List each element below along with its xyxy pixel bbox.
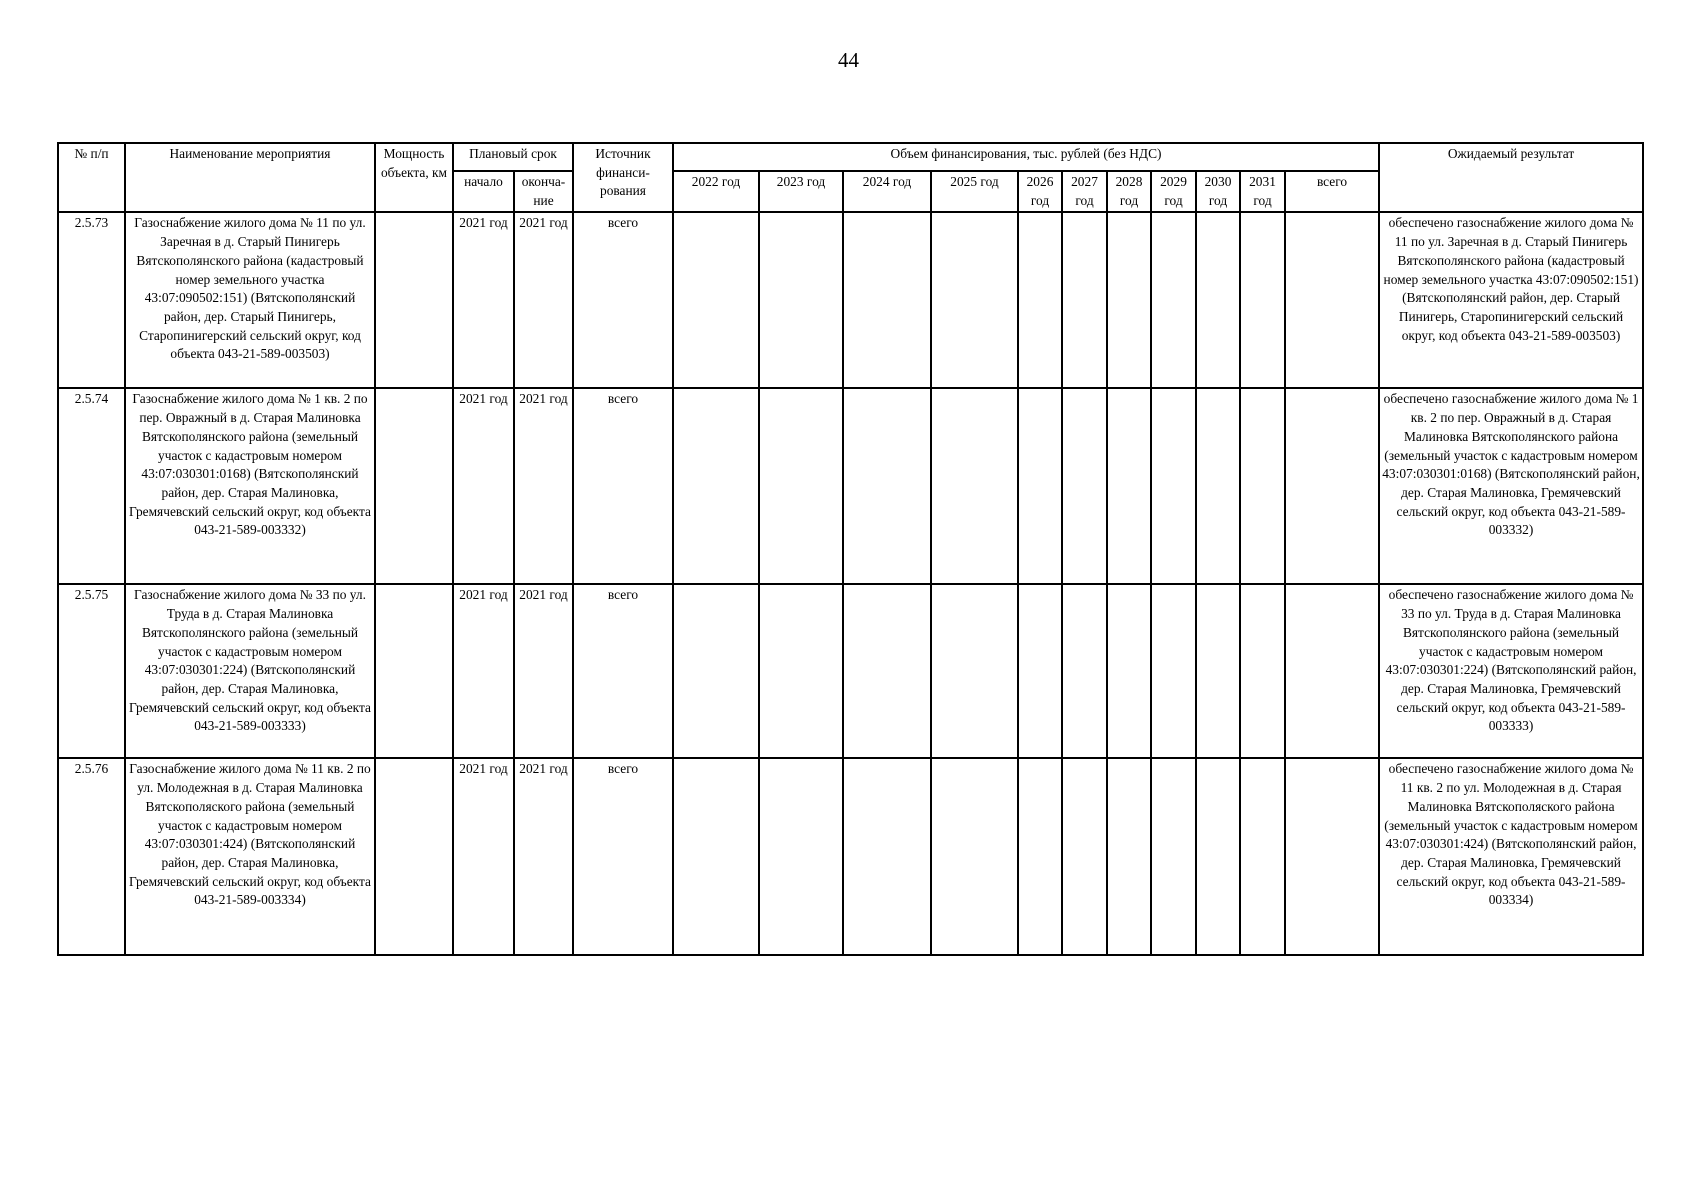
- row-result: обеспечено газоснабжение жилого дома № 11 кв. 2 по ул. Молодежная в д. Старая Малиновка Вятскополяского района (земельный участок с кадастровым номером 43:07:030301:424) (Вятскополянский район, дер. Старая Малиновка, Гремячевский сельский округ, код объекта 043-21-589-003334): [1379, 758, 1643, 955]
- row-amount: [1240, 758, 1285, 955]
- table-row: [58, 584, 1643, 758]
- header-name: Наименование мероприятия: [125, 143, 375, 212]
- row-name: Газоснабжение жилого дома № 1 кв. 2 по пер. Овражный в д. Старая Малиновка Вятскополянского района (земельный участок с кадастровым номером 43:07:030301:0168) (Вятскополянский район, дер. Старая Малиновка, Гремячевский сельский округ, код объекта 043-21-589-003332): [125, 388, 375, 584]
- row-amount: [1151, 758, 1196, 955]
- row-amount: [673, 212, 759, 388]
- header-total: всего: [1285, 171, 1379, 212]
- row-start: 2021 год: [453, 212, 514, 388]
- row-amount: [1062, 388, 1107, 584]
- row-result: обеспечено газоснабжение жилого дома № 11 по ул. Заречная в д. Старый Пинигерь Вятскополянского района (кадастровый номер земельного участка 43:07:090502:151) (Вятскополянский район, дер. Старый Пинигерь, Старопинигерский сельский округ, код объекта 043-21-589-003503): [1379, 212, 1643, 388]
- row-amount: [1240, 584, 1285, 758]
- header-year: 2030 год: [1196, 171, 1240, 212]
- row-amount: [673, 388, 759, 584]
- row-total: [1285, 212, 1379, 388]
- header-year: 2023 год: [759, 171, 843, 212]
- row-amount: [759, 584, 843, 758]
- header-capacity: Мощность объекта, км: [375, 143, 453, 212]
- page-number: 44: [838, 48, 859, 72]
- row-amount: [1151, 212, 1196, 388]
- row-amount: [1107, 584, 1151, 758]
- row-end: 2021 год: [514, 388, 573, 584]
- row-amount: [1196, 212, 1240, 388]
- row-end: 2021 год: [514, 758, 573, 955]
- row-amount: [1196, 388, 1240, 584]
- row-start: 2021 год: [453, 388, 514, 584]
- row-total: [1285, 388, 1379, 584]
- row-amount: [1151, 388, 1196, 584]
- row-num: 2.5.76: [58, 758, 125, 955]
- row-start: 2021 год: [453, 758, 514, 955]
- row-amount: [931, 212, 1018, 388]
- row-amount: [931, 388, 1018, 584]
- header-year: 2028 год: [1107, 171, 1151, 212]
- header-year: 2029 год: [1151, 171, 1196, 212]
- row-amount: [931, 584, 1018, 758]
- header-result: Ожидаемый результат: [1379, 143, 1643, 212]
- row-amount: [1018, 212, 1062, 388]
- row-num: 2.5.74: [58, 388, 125, 584]
- table-header: [58, 143, 1643, 212]
- row-name: Газоснабжение жилого дома № 33 по ул. Труда в д. Старая Малиновка Вятскополянского района (земельный участок с кадастровым номером 43:07:030301:224) (Вятскополянский район, дер. Старая Малиновка, Гремячевский сельский округ, код объекта 043-21-589-003333): [125, 584, 375, 758]
- row-source: всего: [573, 758, 673, 955]
- row-result: обеспечено газоснабжение жилого дома № 33 по ул. Труда в д. Старая Малиновка Вятскополянского района (земельный участок с кадастровым номером 43:07:030301:224) (Вятскополянский район, дер. Старая Малиновка, Гремячевский сельский округ, код объекта 043-21-589-003333): [1379, 584, 1643, 758]
- row-capacity: [375, 584, 453, 758]
- row-amount: [1062, 212, 1107, 388]
- row-amount: [1240, 388, 1285, 584]
- row-amount: [843, 388, 931, 584]
- row-start: 2021 год: [453, 584, 514, 758]
- row-amount: [1018, 388, 1062, 584]
- header-source: Источник финанси-рования: [573, 143, 673, 212]
- row-source: всего: [573, 388, 673, 584]
- row-capacity: [375, 388, 453, 584]
- row-amount: [1240, 212, 1285, 388]
- header-year: 2022 год: [673, 171, 759, 212]
- row-capacity: [375, 212, 453, 388]
- header-year: 2026 год: [1018, 171, 1062, 212]
- row-name: Газоснабжение жилого дома № 11 кв. 2 по ул. Молодежная в д. Старая Малиновка Вятскополяского района (земельный участок с кадастровым номером 43:07:030301:424) (Вятскополянский район, дер. Старая Малиновка, Гремячевский сельский округ, код объекта 043-21-589-003334): [125, 758, 375, 955]
- row-amount: [1062, 758, 1107, 955]
- row-amount: [1062, 584, 1107, 758]
- row-amount: [843, 758, 931, 955]
- row-amount: [931, 758, 1018, 955]
- header-year: 2025 год: [931, 171, 1018, 212]
- row-total: [1285, 584, 1379, 758]
- row-amount: [759, 388, 843, 584]
- row-amount: [843, 584, 931, 758]
- row-end: 2021 год: [514, 212, 573, 388]
- row-amount: [1196, 758, 1240, 955]
- row-source: всего: [573, 212, 673, 388]
- row-end: 2021 год: [514, 584, 573, 758]
- header-term-end: оконча-ние: [514, 171, 573, 212]
- row-amount: [1018, 584, 1062, 758]
- financing-table: [57, 142, 1644, 956]
- header-volume: Объем финансирования, тыс. рублей (без НДС): [673, 143, 1379, 171]
- row-amount: [1151, 584, 1196, 758]
- row-amount: [673, 584, 759, 758]
- row-source: всего: [573, 584, 673, 758]
- row-num: 2.5.73: [58, 212, 125, 388]
- row-amount: [1018, 758, 1062, 955]
- header-year: 2027 год: [1062, 171, 1107, 212]
- header-year: 2031 год: [1240, 171, 1285, 212]
- row-num: 2.5.75: [58, 584, 125, 758]
- row-result: обеспечено газоснабжение жилого дома № 1 кв. 2 по пер. Овражный в д. Старая Малиновка Вятскополянского района (земельный участок с кадастровым номером 43:07:030301:0168) (Вятскополянский район, дер. Старая Малиновка, Гремячевский сельский округ, код объекта 043-21-589-003332): [1379, 388, 1643, 584]
- header-num: № п/п: [58, 143, 125, 212]
- row-amount: [673, 758, 759, 955]
- table-row: [58, 388, 1643, 584]
- row-name: Газоснабжение жилого дома № 11 по ул. Заречная в д. Старый Пинигерь Вятскополянского района (кадастровый номер земельного участка 43:07:090502:151) (Вятскополянский район, дер. Старый Пинигерь, Старопинигерский сельский округ, код объекта 043-21-589-003503): [125, 212, 375, 388]
- row-amount: [759, 758, 843, 955]
- row-amount: [1107, 758, 1151, 955]
- row-amount: [1107, 212, 1151, 388]
- row-amount: [759, 212, 843, 388]
- row-amount: [1107, 388, 1151, 584]
- table-row: [58, 212, 1643, 388]
- row-amount: [843, 212, 931, 388]
- table-row: [58, 758, 1643, 955]
- row-total: [1285, 758, 1379, 955]
- row-amount: [1196, 584, 1240, 758]
- header-term-start: начало: [453, 171, 514, 212]
- row-capacity: [375, 758, 453, 955]
- header-term: Плановый срок: [453, 143, 573, 171]
- header-year: 2024 год: [843, 171, 931, 212]
